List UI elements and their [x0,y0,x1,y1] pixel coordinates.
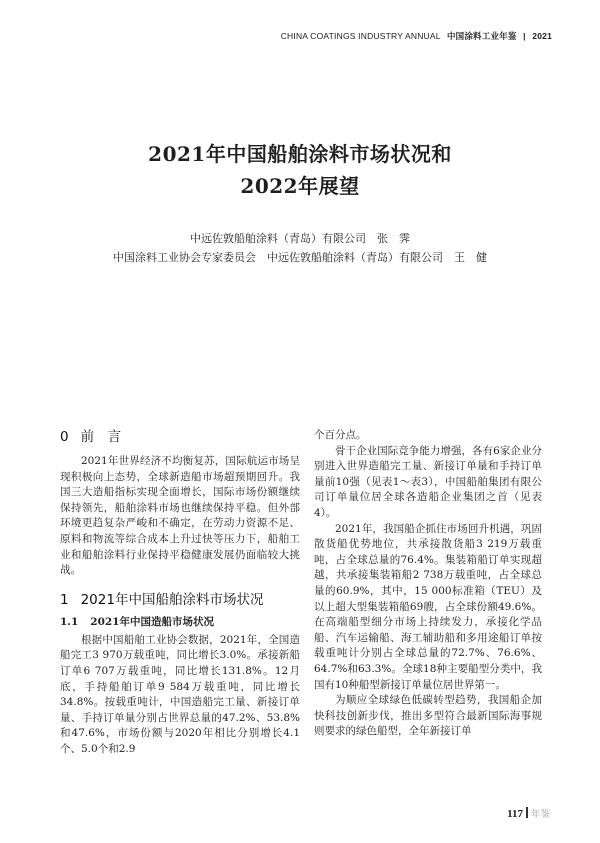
section-1-1-number: 1.1 [60,615,79,628]
author-block [0,229,600,267]
section-1-title: 2021年中国船舶涂料市场状况 [80,591,264,608]
author-line-2: 中国涂料工业协会专家委员会 中远佐敦船舶涂料（青岛）有限公司 王 健 [113,251,487,264]
section-0-title: 前 言 [80,429,122,445]
section-1-heading [60,591,300,609]
section-1-1-paragraph: 根据中国船舶工业协会数据，2021年，全国造船完工3 970万载重吨，同比增长3.0%。承接新船订单6 707万载重吨，同比增长131.8%。12月底，手持船舶订单9 584万载重吨，同比增长34.8%。按载重吨计，中国造船完工量、新接订单量、手持订单量分别占世界总量的47.2%、53.8%和47.6%，市场份额与2020年相比分别增长4.1个、5.0个和2.9 [60,633,300,755]
section-1-1-title: 2021年中国造船市场状况 [90,615,215,628]
right-column [314,428,542,740]
article-title-line-2: 2022年展望 [240,174,360,198]
section-0-paragraph: 2021年世界经济不均衡复苏，国际航运市场呈现积极向上态势，全球新造船市场超预期回升。我国三大造船指标实现全面增长，国际市场份额继续保持领先，船舶涂料市场也继续保持平稳。但外部环境更趋复杂严峻和不确定，在劳动力资源不足、原料和物流等综合成本上升过快等压力下，船舶工业和船舶涂料行业保持平稳健康发展仍面临较大挑战。 [60,455,300,577]
footer-label: 年鉴 [530,810,550,820]
section-0-heading [60,428,300,446]
page-number: 117 [507,808,523,820]
author-line-1: 中远佐敦船舶涂料（青岛）有限公司 张 霁 [190,232,410,245]
header-chinese-title: 中国涂料工业年鉴 [446,31,517,41]
paragraph-competitiveness: 骨干企业国际竞争能力增强，各有6家企业分别进入世界造船完工量、新接订单量和手持订单量前10强（见表1～表3），中国船舶集团有限公司订单量位居全球各造船企业集团之首（见表4）。 [314,444,542,519]
header-year: 2021 [532,31,552,41]
article-title-line-1: 2021年中国船舶涂料市场状况和 [148,142,452,166]
paragraph-green-transition: 为顺应全球绿色低碳转型趋势，我国船企加快科技创新步伐，推出多型符合最新国际海事规则要求的绿色船型，全年新接订单 [314,694,542,738]
section-1-1-heading [60,615,300,630]
page-footer [507,806,550,820]
paragraph-ship-types: 2021年，我国船企抓住市场回升机遇，巩固散货船优势地位，共承接散货船3 219万载重吨，占全球总量的76.4%。集装箱船订单实现超越，共承接集装箱船2 738万载重吨，占全球总量的60.9%，其中，15 000标准箱（TEU）及以上超大型集装箱船69艘，占全球份额49.6%。在高端船型细分市场上持续发力，承接化学品船、汽车运输船、海工辅助船和多用途船订单按载重吨计分别占全球总量的72.7%、76.6%、64.7%和63.3%。全球18种主要船型分类中，我国有10种船型新接订单量位居世界第一。 [314,522,542,691]
header-separator: | [523,31,526,41]
section-0-number: 0 [60,429,69,445]
left-column [60,428,300,758]
continued-text: 个百分点。 [314,429,367,441]
section-1-number: 1 [60,591,69,608]
article-title [0,138,600,202]
footer-divider [526,807,528,818]
running-header [281,30,552,42]
header-english-title: CHINA COATINGS INDUSTRY ANNUAL [280,31,441,41]
